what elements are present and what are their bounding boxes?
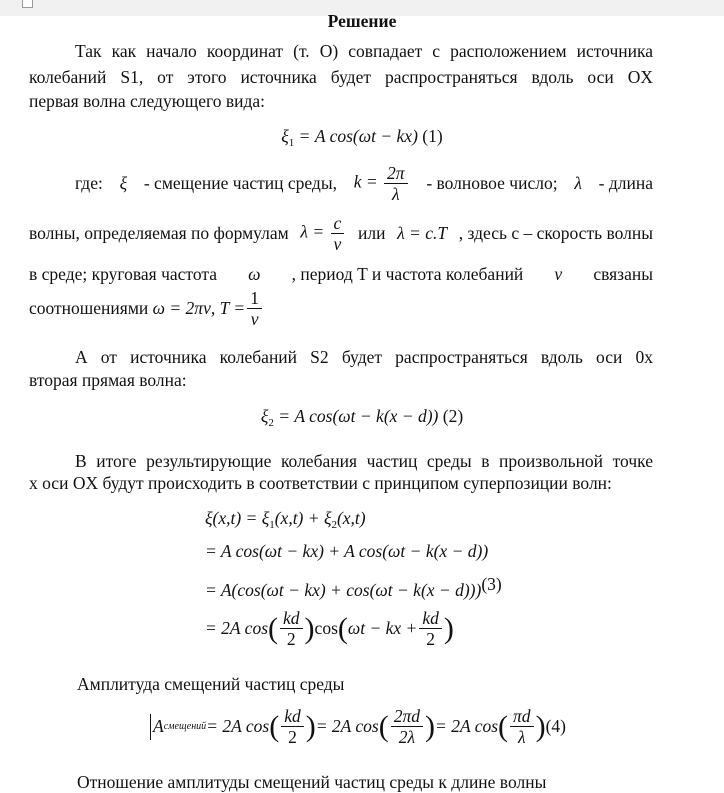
eq-part: A bbox=[153, 716, 164, 737]
eq-sub: 2 bbox=[268, 417, 274, 429]
denominator: λ bbox=[518, 727, 526, 748]
paragraph-line: колебаний S1, от этого источника будет распространяться вдоль оси OX bbox=[29, 67, 653, 87]
equation-2 bbox=[0, 406, 724, 429]
eq-sub: 1 bbox=[288, 137, 295, 149]
omega-symbol: ω bbox=[248, 264, 261, 284]
text: в среде; круговая частота bbox=[29, 264, 217, 284]
paragraph-line: первая волна следующего вида: bbox=[29, 91, 266, 111]
fraction bbox=[247, 288, 262, 329]
paragraph-line: А от источника колебаний S2 будет распространяться вдоль оси 0x bbox=[75, 347, 653, 367]
fraction bbox=[280, 608, 303, 649]
equation-3-line3 bbox=[205, 574, 502, 601]
eq-number: (2) bbox=[442, 406, 464, 426]
fraction bbox=[510, 706, 534, 747]
eq-part: = A(cos(ωt − kx) + cos(ωt − k(x − d))) bbox=[205, 580, 482, 600]
lambda-eq: λ = bbox=[300, 221, 329, 242]
relations-line bbox=[29, 288, 264, 329]
eq-part: ξ(x,t) = ξ bbox=[205, 508, 270, 528]
text: или bbox=[357, 223, 386, 244]
k-eq: k = bbox=[353, 171, 383, 192]
xi-symbol: ξ bbox=[119, 173, 128, 194]
eq-symbol: ξ bbox=[281, 126, 289, 146]
paragraph-line: Так как начало координат (т. O) совпадает с расположением источника bbox=[75, 41, 653, 61]
eq-number: (4) bbox=[545, 716, 566, 737]
text: связаны bbox=[593, 264, 653, 284]
paragraph-line: В итоге результирующие колебания частиц среды в произвольной точке bbox=[75, 451, 653, 471]
fraction bbox=[391, 706, 423, 747]
medium-line bbox=[29, 264, 653, 285]
numerator: 1 bbox=[247, 288, 262, 309]
paragraph-line: Отношение амплитуды смещений частиц среды к длине волны bbox=[77, 772, 547, 792]
where-line bbox=[75, 163, 653, 204]
fraction bbox=[384, 163, 408, 204]
equation-1 bbox=[0, 126, 724, 149]
equation-4: A смещений = 2A cos ( $\frac{kd}{2}$ ) = 2A cos ( $\frac{2\pi d}{2\lambda}$ ) = 2A cos ( $\frac{\pi d}{\lambda}$ ) (4) bbox=[150, 706, 566, 747]
numerator: 2π bbox=[384, 163, 408, 184]
text: волны, определяемая по формулам bbox=[29, 223, 289, 244]
lambda-ct: λ = c.T bbox=[397, 223, 448, 244]
eq-sub: смещений bbox=[163, 721, 207, 733]
fraction bbox=[331, 213, 345, 254]
text: , период T и частота колебаний bbox=[291, 264, 524, 284]
T-eq: T = bbox=[219, 298, 246, 319]
eq-body: = A cos(ωt − kx) bbox=[294, 126, 423, 146]
numerator: kd bbox=[419, 608, 442, 629]
denominator: 2λ bbox=[398, 727, 416, 748]
eq-part: ωt − kx + bbox=[347, 618, 418, 639]
text: , здесь c – скорость волны bbox=[458, 223, 653, 244]
eq-part: (x,t) + ξ bbox=[274, 508, 332, 528]
numerator: kd bbox=[281, 706, 304, 727]
eq-part: = 2A cos bbox=[206, 716, 270, 737]
lambda-formula bbox=[300, 213, 346, 254]
text: - волновое число; bbox=[426, 173, 558, 194]
text: соотношениями bbox=[29, 298, 149, 319]
paragraph-line: x оси OX будут происходить в соответствии с принципом суперпозиции волн: bbox=[29, 473, 612, 493]
text: - смещение частиц среды, bbox=[143, 173, 337, 194]
eq-sub: 2 bbox=[331, 519, 337, 531]
wave-line bbox=[29, 213, 653, 254]
eq-part: = 2A cos bbox=[315, 716, 379, 737]
numerator: c bbox=[331, 213, 345, 234]
amplitude-label: Амплитуда смещений частиц среды bbox=[77, 674, 345, 694]
eq-body: = A cos(ωt − k(x − d)) bbox=[273, 406, 443, 426]
denominator: 2 bbox=[288, 727, 297, 748]
numerator: 2πd bbox=[391, 706, 423, 727]
eq-part: cos bbox=[314, 618, 338, 639]
numerator: kd bbox=[280, 608, 303, 629]
denominator: ν bbox=[333, 234, 342, 255]
nu-symbol: ν bbox=[554, 264, 563, 284]
eq-number: (1) bbox=[422, 126, 443, 146]
eq-part: (x,t) bbox=[336, 508, 366, 528]
lambda-symbol: λ bbox=[574, 173, 582, 194]
margin-marker bbox=[22, 0, 33, 8]
omega-formula: ω = 2πν bbox=[152, 298, 211, 319]
denominator: 2 bbox=[426, 629, 436, 650]
fraction bbox=[419, 608, 442, 649]
equation-3-line1 bbox=[205, 508, 366, 531]
eq-number: (3) bbox=[481, 574, 502, 594]
denominator: λ bbox=[392, 184, 400, 205]
eq-symbol: ξ bbox=[260, 406, 269, 426]
text: - длина bbox=[598, 173, 653, 194]
text: где: bbox=[75, 173, 103, 194]
eq-part: = 2A cos bbox=[205, 618, 269, 639]
eq-part: = A cos(ωt − kx) + A cos(ωt − k(x − d)) bbox=[205, 541, 489, 561]
equation-3-line4: = 2A cos ( $\frac{kd}{2}$ ) cos ( ωt − kx + $\frac{kd}{2}$ ) bbox=[205, 608, 454, 650]
k-formula bbox=[354, 163, 410, 204]
page-title: Решение bbox=[327, 11, 397, 31]
fraction bbox=[281, 706, 304, 747]
denominator: ν bbox=[250, 309, 259, 330]
denominator: 2 bbox=[286, 629, 296, 650]
eq-sub: 1 bbox=[269, 519, 275, 531]
numerator: πd bbox=[510, 706, 534, 727]
paragraph-line: вторая прямая волна: bbox=[29, 370, 187, 390]
eq-part: = 2A cos bbox=[435, 716, 499, 737]
equation-3-line2 bbox=[205, 541, 488, 562]
text: , bbox=[210, 298, 216, 319]
